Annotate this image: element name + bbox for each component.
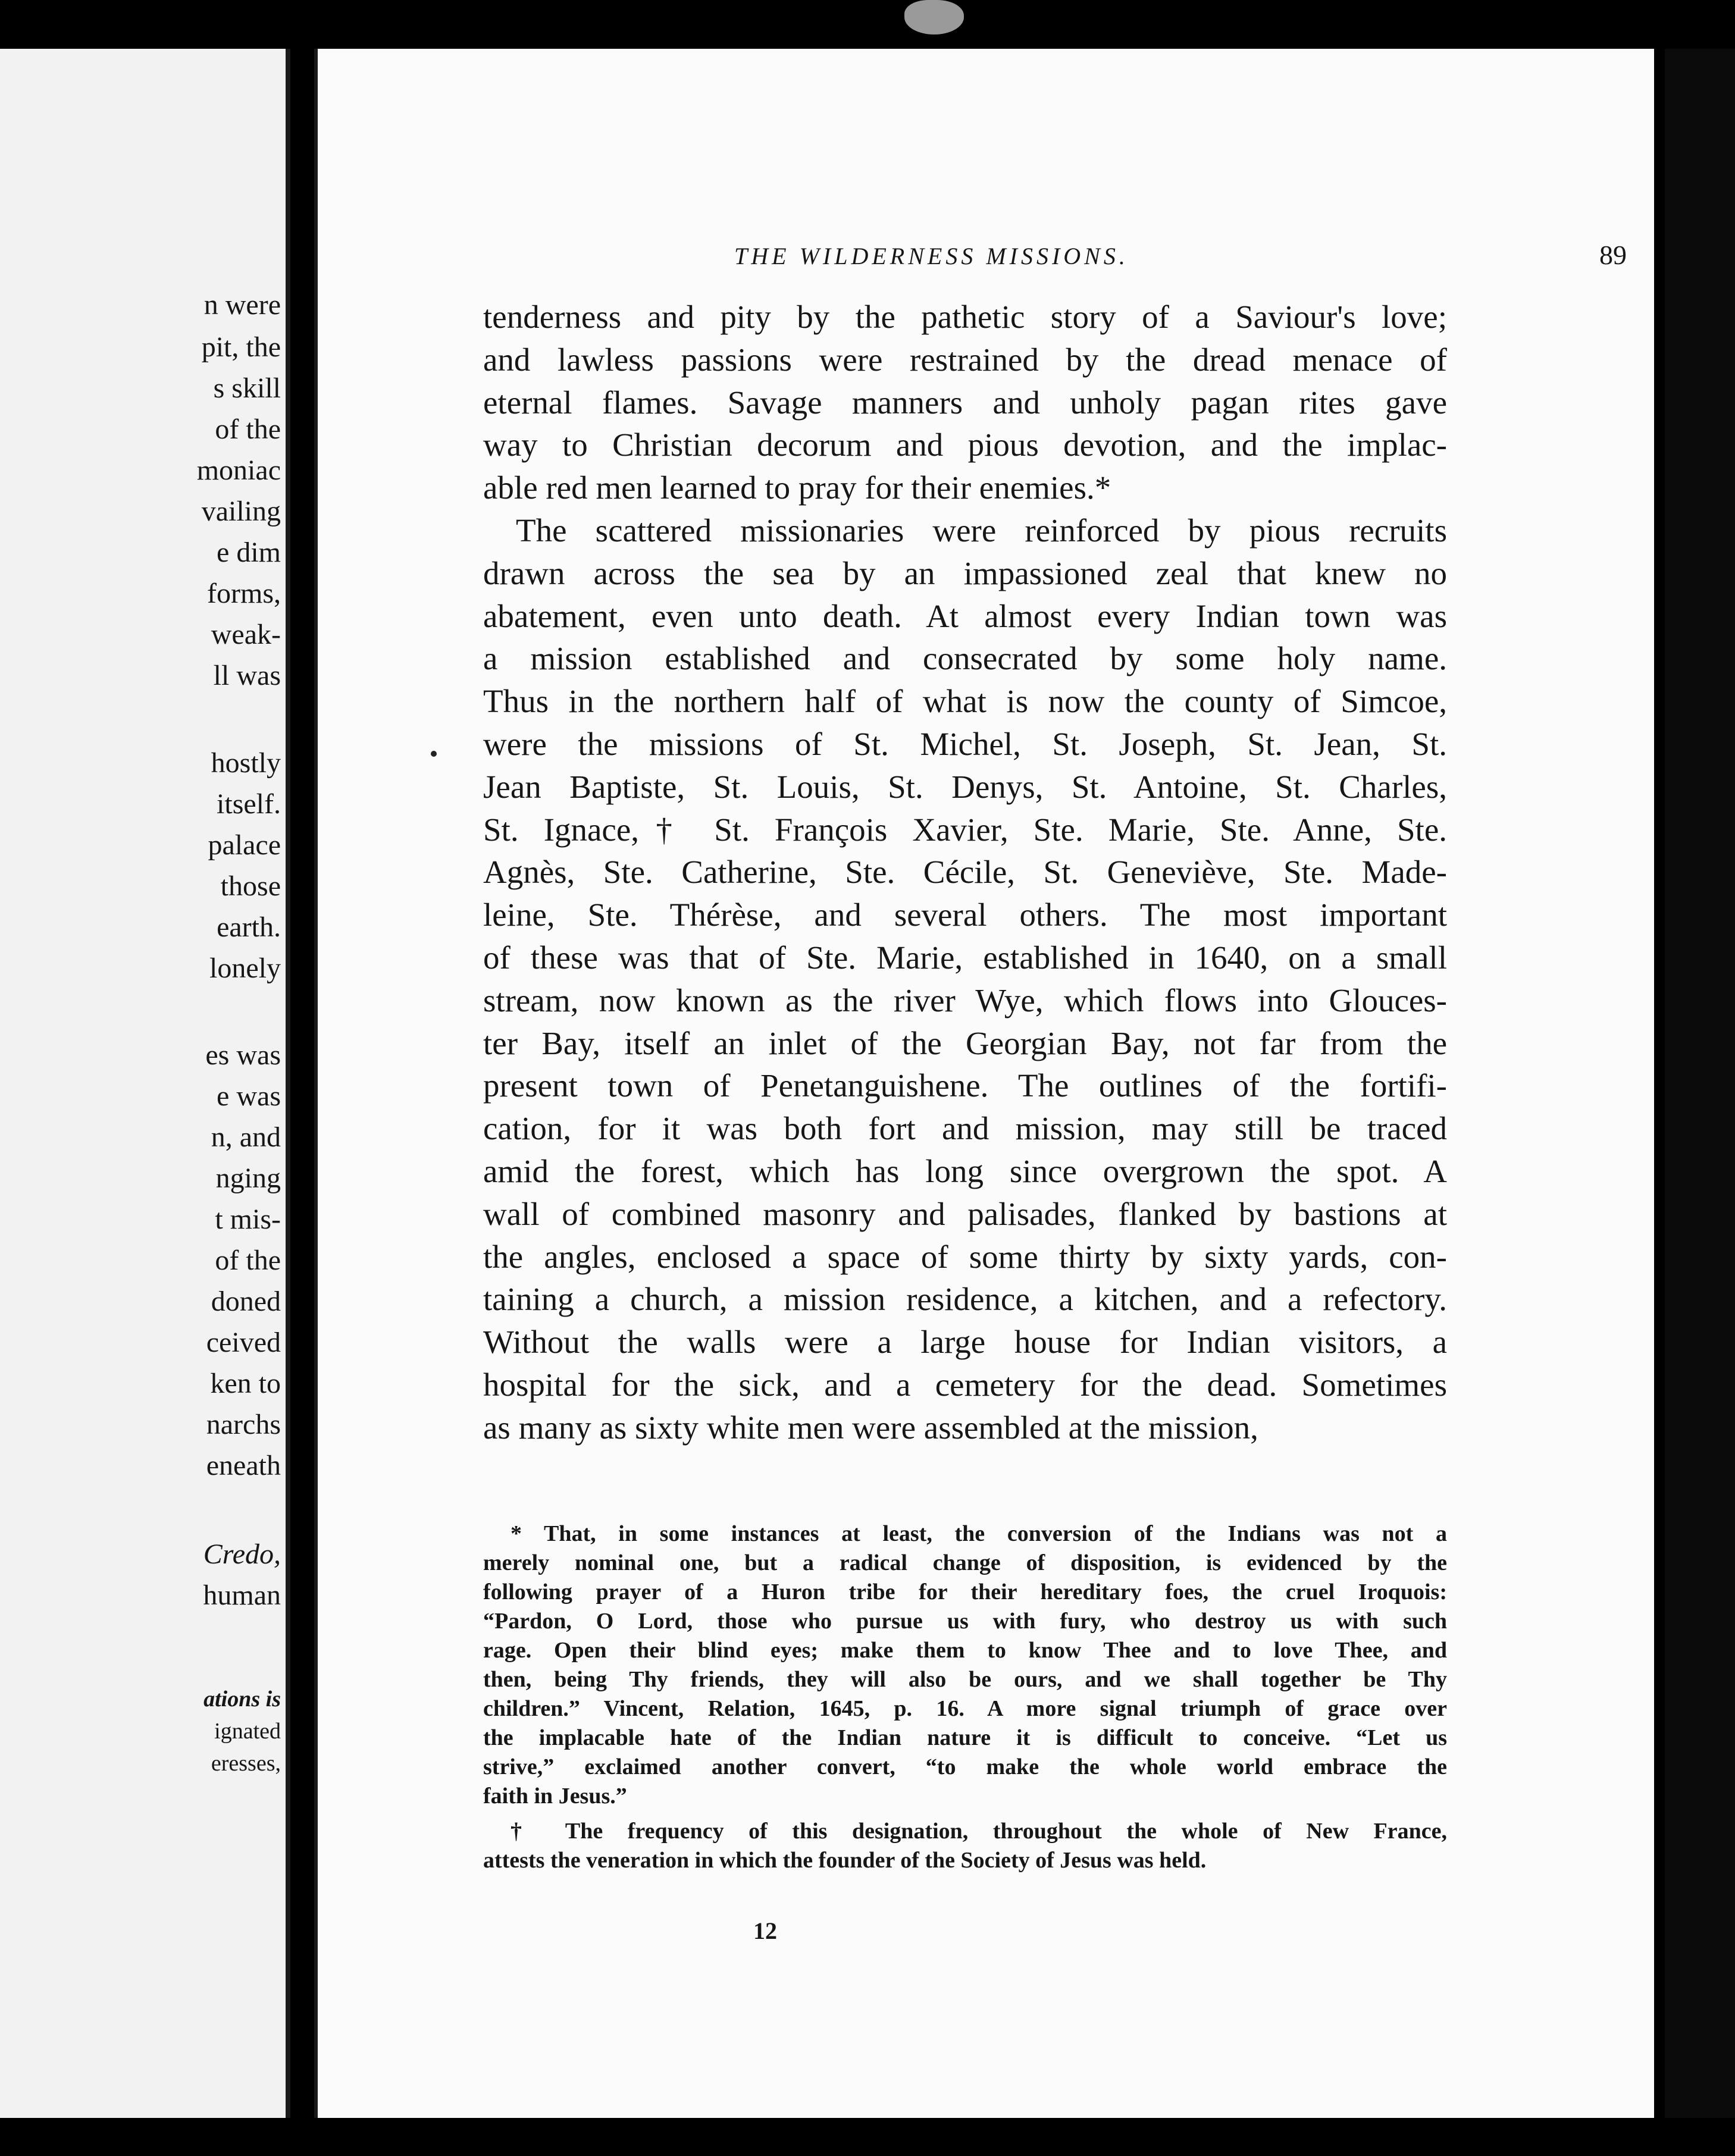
signature-mark: 12 — [753, 1917, 777, 1944]
text-line: stream, now known as the river Wye, which flows into Glouces- — [483, 982, 1447, 1019]
text-line: amid the forest, which has long since overgrown the spot. A — [483, 1152, 1447, 1189]
text-line: wall of combined masonry and palisades, flanked by bastions at — [483, 1195, 1447, 1232]
text-line: taining a church, a mission residence, a kitchen, and a refectory. — [483, 1281, 1447, 1318]
text-line: Agnès, Ste. Catherine, Ste. Cécile, St. Geneviève, Ste. Made- — [483, 854, 1447, 891]
left-page-line: moniac — [196, 455, 281, 486]
left-page-line: s skill — [213, 372, 281, 404]
left-page-line: earth. — [217, 911, 281, 943]
footnotes — [483, 1519, 1447, 1875]
text-line: hospital for the sick, and a cemetery for the dead. Sometimes — [483, 1366, 1447, 1403]
left-page-line: vailing — [201, 496, 281, 527]
left-page-line: human — [203, 1580, 281, 1611]
text-line: as many as sixty white men were assembled at the mission, — [483, 1409, 1258, 1446]
text-line: were the missions of St. Michel, St. Joseph, St. Jean, St. — [483, 725, 1447, 762]
left-page-line: narchs — [206, 1409, 281, 1440]
paragraph-1 — [483, 296, 1447, 509]
text-line: the angles, enclosed a space of some thirty by sixty yards, con- — [483, 1238, 1447, 1275]
left-page-line: ceived — [206, 1327, 281, 1358]
text-line: † The frequency of this designation, throughout the whole of New France, — [511, 1819, 1447, 1844]
footnote-1 — [483, 1519, 1447, 1811]
left-page-line: weak- — [211, 619, 281, 650]
text-line: tenderness and pity by the pathetic story of a Saviour's love; — [483, 299, 1447, 335]
text-line: following prayer of a Huron tribe for their hereditary foes, the cruel Iroquois: — [483, 1580, 1447, 1605]
text-line: merely nominal one, but a radical change of disposition, is evidenced by the — [483, 1550, 1447, 1575]
book-page — [314, 49, 1654, 2118]
text-line: way to Christian decorum and pious devotion, and the implac- — [483, 427, 1447, 463]
page-number: 89 — [1599, 240, 1627, 270]
facing-page-left — [0, 49, 290, 2118]
left-page-line: Credo, — [203, 1538, 281, 1570]
text-line: Thus in the northern half of what is now the county of Simcoe, — [483, 683, 1447, 720]
scan-right-border — [1665, 49, 1735, 2118]
text-line: The scattered missionaries were reinforced by pious recruits — [516, 512, 1447, 549]
scan-bottom-border — [0, 2118, 1735, 2156]
text-line: ter Bay, itself an inlet of the Georgian Bay, not far from the — [483, 1024, 1447, 1061]
text-line: Without the walls were a large house for Indian visitors, a — [483, 1324, 1447, 1361]
left-page-footnote-line: ignated — [214, 1719, 281, 1744]
text-line: faith in Jesus.” — [483, 1784, 627, 1809]
left-page-line: palace — [208, 829, 281, 861]
left-page-line: e dim — [217, 537, 281, 568]
running-head-title: THE WILDERNESS MISSIONS. — [734, 243, 1129, 270]
left-page-line: forms, — [207, 578, 281, 609]
left-page-line: ll was — [213, 660, 281, 691]
scan-top-border — [0, 0, 1735, 49]
text-line: then, being Thy friends, they will also be ours, and we shall together be Thy — [483, 1667, 1447, 1692]
left-page-line: nging — [215, 1162, 281, 1194]
left-page-line: es was — [205, 1039, 281, 1071]
left-page-line: ken to — [210, 1368, 281, 1399]
left-page-line: of the — [215, 413, 281, 445]
text-line: abatement, even unto death. At almost every Indian town was — [483, 597, 1447, 634]
text-line: cation, for it was both fort and mission, may still be traced — [483, 1110, 1447, 1147]
text-line: Jean Baptiste, St. Louis, St. Denys, St. Antoine, St. Charles, — [483, 768, 1447, 805]
text-line: attests the veneration in which the founder of the Society of Jesus was held. — [483, 1848, 1207, 1873]
left-page-footnote-line: eresses, — [211, 1751, 281, 1776]
left-page-line: those — [220, 870, 281, 902]
text-line: * That, in some instances at least, the conversion of the Indians was not a — [511, 1521, 1447, 1546]
text-line: St. Ignace,† St. François Xavier, Ste. Marie, Ste. Anne, Ste. — [483, 811, 1447, 848]
text-line: leine, Ste. Thérèse, and several others. The most important — [483, 897, 1447, 933]
text-line: strive,” exclaimed another convert, “to make the whole world embrace the — [483, 1754, 1447, 1779]
text-line: a mission established and consecrated by some holy name. — [483, 640, 1447, 677]
left-page-line: itself. — [217, 788, 281, 820]
text-line: present town of Penetanguishene. The outlines of the fortifi- — [483, 1067, 1447, 1104]
speck — [431, 751, 437, 757]
text-line: drawn across the sea by an impassioned zeal that knew no — [483, 554, 1447, 591]
paragraph-2 — [483, 509, 1447, 1449]
footnote-2 — [483, 1817, 1447, 1875]
running-head — [734, 239, 1627, 271]
left-page-line: pit, the — [201, 331, 281, 363]
text-line: able red men learned to pray for their enemies.* — [483, 469, 1111, 506]
text-line: and lawless passions were restrained by the dread menace of — [483, 341, 1447, 378]
left-page-line: eneath — [206, 1450, 281, 1481]
text-line: the implacable hate of the Indian nature it is difficult to conceive. “Let us — [483, 1725, 1447, 1750]
text-line: “Pardon, O Lord, those who pursue us with fury, who destroy us with such — [483, 1609, 1447, 1634]
text-line: eternal flames. Savage manners and unholy pagan rites gave — [483, 384, 1447, 421]
left-page-line: of the — [215, 1245, 281, 1276]
left-page-line: hostly — [211, 747, 281, 779]
left-page-line: t mis- — [215, 1204, 281, 1235]
body-text — [483, 296, 1447, 1449]
text-line: of these was that of Ste. Marie, established in 1640, on a small — [483, 939, 1447, 976]
left-page-line: doned — [211, 1286, 281, 1317]
scan-blemish — [904, 0, 964, 35]
left-page-line: n were — [203, 289, 281, 321]
left-page-line: lonely — [209, 952, 281, 984]
left-page-footnote-line: ations is — [203, 1687, 281, 1712]
left-page-line: n, and — [211, 1121, 281, 1153]
text-line: rage. Open their blind eyes; make them to know Thee and to love Thee, and — [483, 1638, 1447, 1663]
text-line: children.” Vincent, Relation, 1645, p. 16. A more signal triumph of grace over — [483, 1696, 1447, 1721]
left-page-line: e was — [217, 1080, 281, 1112]
